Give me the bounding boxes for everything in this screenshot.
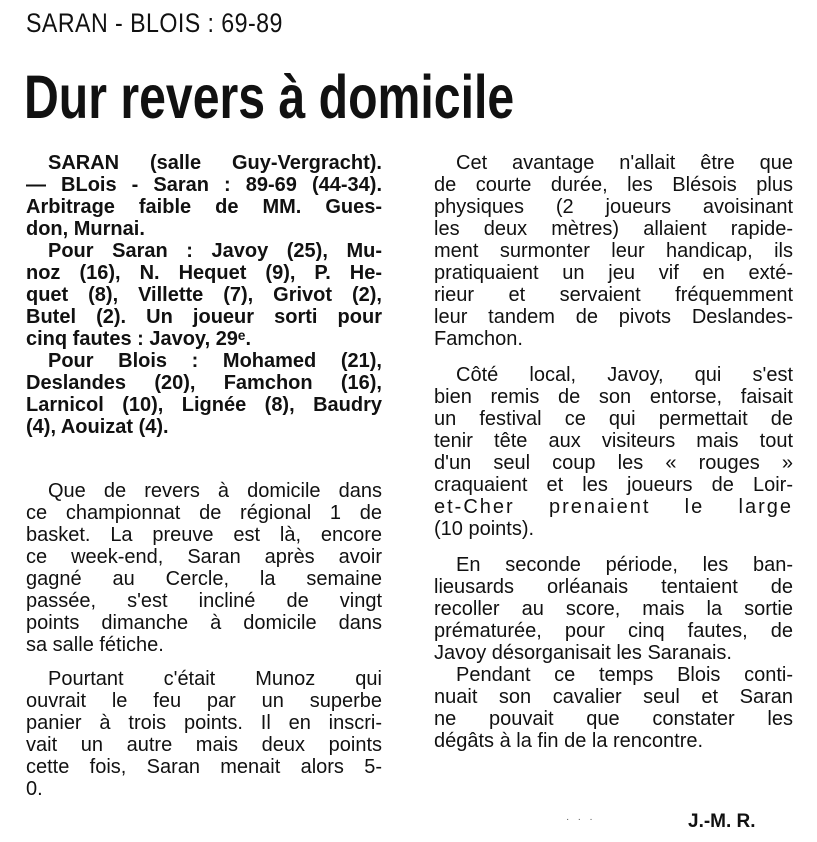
body-line: les deux mètres) allaient rapide- [434,218,793,240]
body-line: Javoy désorganisait les Saranais. [434,642,732,664]
body-line: passée, s'est incliné de vingt [26,590,382,612]
body-line: Pourtant c'était Munoz qui [48,668,382,690]
body-line: un festival ce qui permettait de [434,408,793,430]
summary-line: Deslandes (20), Famchon (16), [26,372,382,394]
body-line: ce week-end, Saran après avoir [26,546,382,568]
body-line: leur tandem de pivots Deslandes- [434,306,793,328]
body-line: Cet avantage n'allait être que [456,152,793,174]
body-line: Que de revers à domicile dans [48,480,382,502]
left-column [26,152,382,800]
summary-line: — BLois - Saran : 89-69 (44-34). [26,174,382,196]
body-line: ce championnat de régional 1 de [26,502,382,524]
body-line: basket. La preuve est là, encore [26,524,382,546]
match-summary [26,152,382,438]
body-line: gagné au Cercle, la semaine [26,568,382,590]
body-line: vait un autre mais deux points [26,734,382,756]
summary-line: don, Murnai. [26,218,145,240]
body-line: En seconde période, les ban- [456,554,793,576]
summary-line: Butel (2). Un joueur sorti pour [26,306,382,328]
right-column [434,152,793,752]
summary-line: (4), Aouizat (4). [26,416,169,438]
body-line: Pendant ce temps Blois conti- [456,664,793,686]
article-headline: Dur revers à domicile [24,63,515,131]
summary-line: Larnicol (10), Lignée (8), Baudry [26,394,382,416]
body-line: points dimanche à domicile dans [26,612,382,634]
body-paragraph [434,364,793,540]
body-line: prématurée, pour cinq fautes, de [434,620,793,642]
body-line: (10 points). [434,518,535,540]
summary-line: SARAN (salle Guy-Vergracht). [48,152,382,174]
summary-line: Pour Blois : Mohamed (21), [48,350,382,372]
body-line: craquaient et les joueurs de Loir- [434,474,793,496]
body-line: nuait son cavalier seul et Saran [434,686,793,708]
body-line: ne pouvait que constater les [434,708,793,730]
body-paragraph [434,664,793,752]
author-signature: J.-M. R. [688,811,756,832]
body-line: lieusards orléanais tentaient de [434,576,793,598]
body-line: pratiquaient un jeu vif en exté- [434,262,793,284]
body-paragraph [434,554,793,664]
body-line: ouvrait le feu par un superbe [26,690,382,712]
body-line: panier à trois points. Il en inscri- [26,712,382,734]
summary-line: Pour Saran : Javoy (25), Mu- [48,240,382,262]
body-line: physiques (2 joueurs avoisinant [434,196,793,218]
summary-line: Arbitrage faible de MM. Gues- [26,196,382,218]
body-line: dégâts à la fin de la rencontre. [434,730,704,752]
summary-line: quet (8), Villette (7), Grivot (2), [26,284,382,306]
body-line: sa salle fétiche. [26,634,164,656]
body-line: bien remis de son entorse, faisait [434,386,793,408]
body-paragraph [434,152,793,350]
body-line: et-Cher prenaient le large [434,496,793,518]
body-line: Famchon. [434,328,523,350]
print-speckle: · · · [566,814,593,825]
summary-line: cinq fautes : Javoy, 29ᵉ. [26,328,252,350]
body-line: rieur et servaient fréquemment [434,284,793,306]
body-line: ment surmonter leur handicap, ils [434,240,793,262]
body-line: 0. [26,778,43,800]
summary-line: noz (16), N. Hequet (9), P. He- [26,262,382,284]
body-line: Côté local, Javoy, qui s'est [456,364,793,386]
body-paragraph [26,480,382,656]
body-line: recoller au score, mais la sortie [434,598,793,620]
body-line: d'un seul coup les « rouges » [434,452,793,474]
body-line: de courte durée, les Blésois plus [434,174,793,196]
body-line: tenir tête aux visiteurs mais tout [434,430,793,452]
body-line: cette fois, Saran menait alors 5- [26,756,382,778]
article-kicker: SARAN - BLOIS : 69-89 [26,8,283,38]
body-paragraph [26,668,382,800]
